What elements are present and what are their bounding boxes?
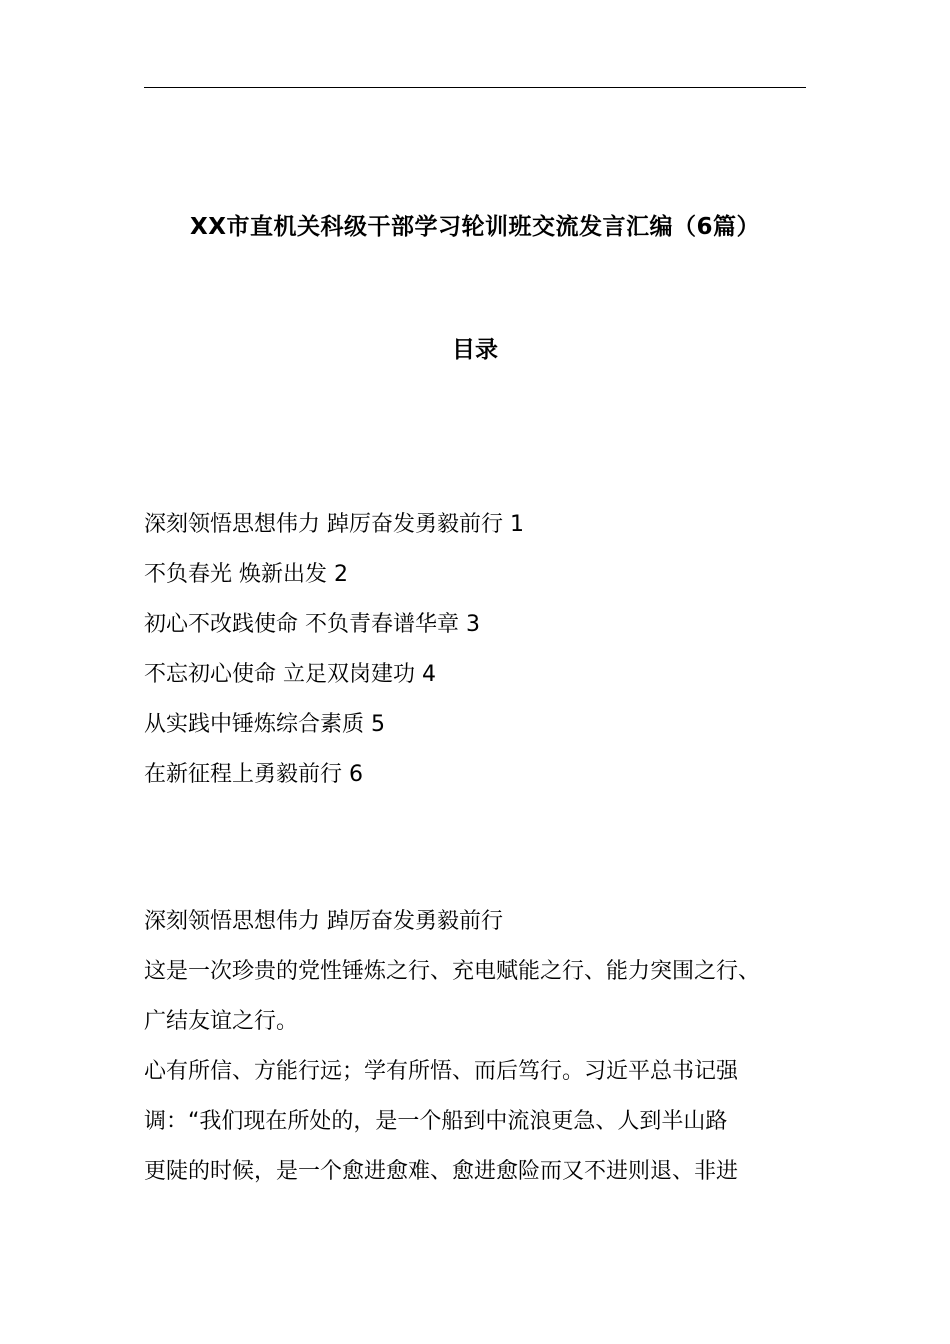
paragraph-line: 这是一次珍贵的党性锤炼之行、充电赋能之行、能力突围之行、 (144, 959, 761, 984)
toc-heading: 目录 (452, 337, 498, 363)
toc-entry[interactable]: 深刻领悟思想伟力 踔厉奋发勇毅前行 1 (144, 512, 524, 537)
toc-entry[interactable]: 从实践中锤炼综合素质 5 (144, 712, 385, 737)
toc-entry[interactable]: 不忘初心使命 立足双岗建功 4 (144, 662, 436, 687)
article-heading: 深刻领悟思想伟力 踔厉奋发勇毅前行 (144, 909, 503, 934)
toc-entry[interactable]: 在新征程上勇毅前行 6 (144, 762, 363, 787)
toc-entry[interactable]: 初心不改践使命 不负青春谱华章 3 (144, 612, 480, 637)
toc-entry[interactable]: 不负春光 焕新出发 2 (144, 562, 348, 587)
header-rule (144, 87, 806, 88)
article-body (144, 897, 824, 1197)
paragraph-line: 广结友谊之行。 (144, 1009, 299, 1034)
paragraph-line: 心有所信、方能行远；学有所悟、而后笃行。习近平总书记强 (144, 1059, 739, 1084)
document-title: XX市直机关科级干部学习轮训班交流发言汇编（6篇） (190, 214, 760, 240)
paragraph-line: 调：“我们现在所处的，是一个船到中流浪更急、人到半山路 (144, 1109, 728, 1134)
paragraph-line: 更陡的时候，是一个愈进愈难、愈进愈险而又不进则退、非进 (144, 1159, 739, 1184)
table-of-contents (144, 500, 524, 800)
